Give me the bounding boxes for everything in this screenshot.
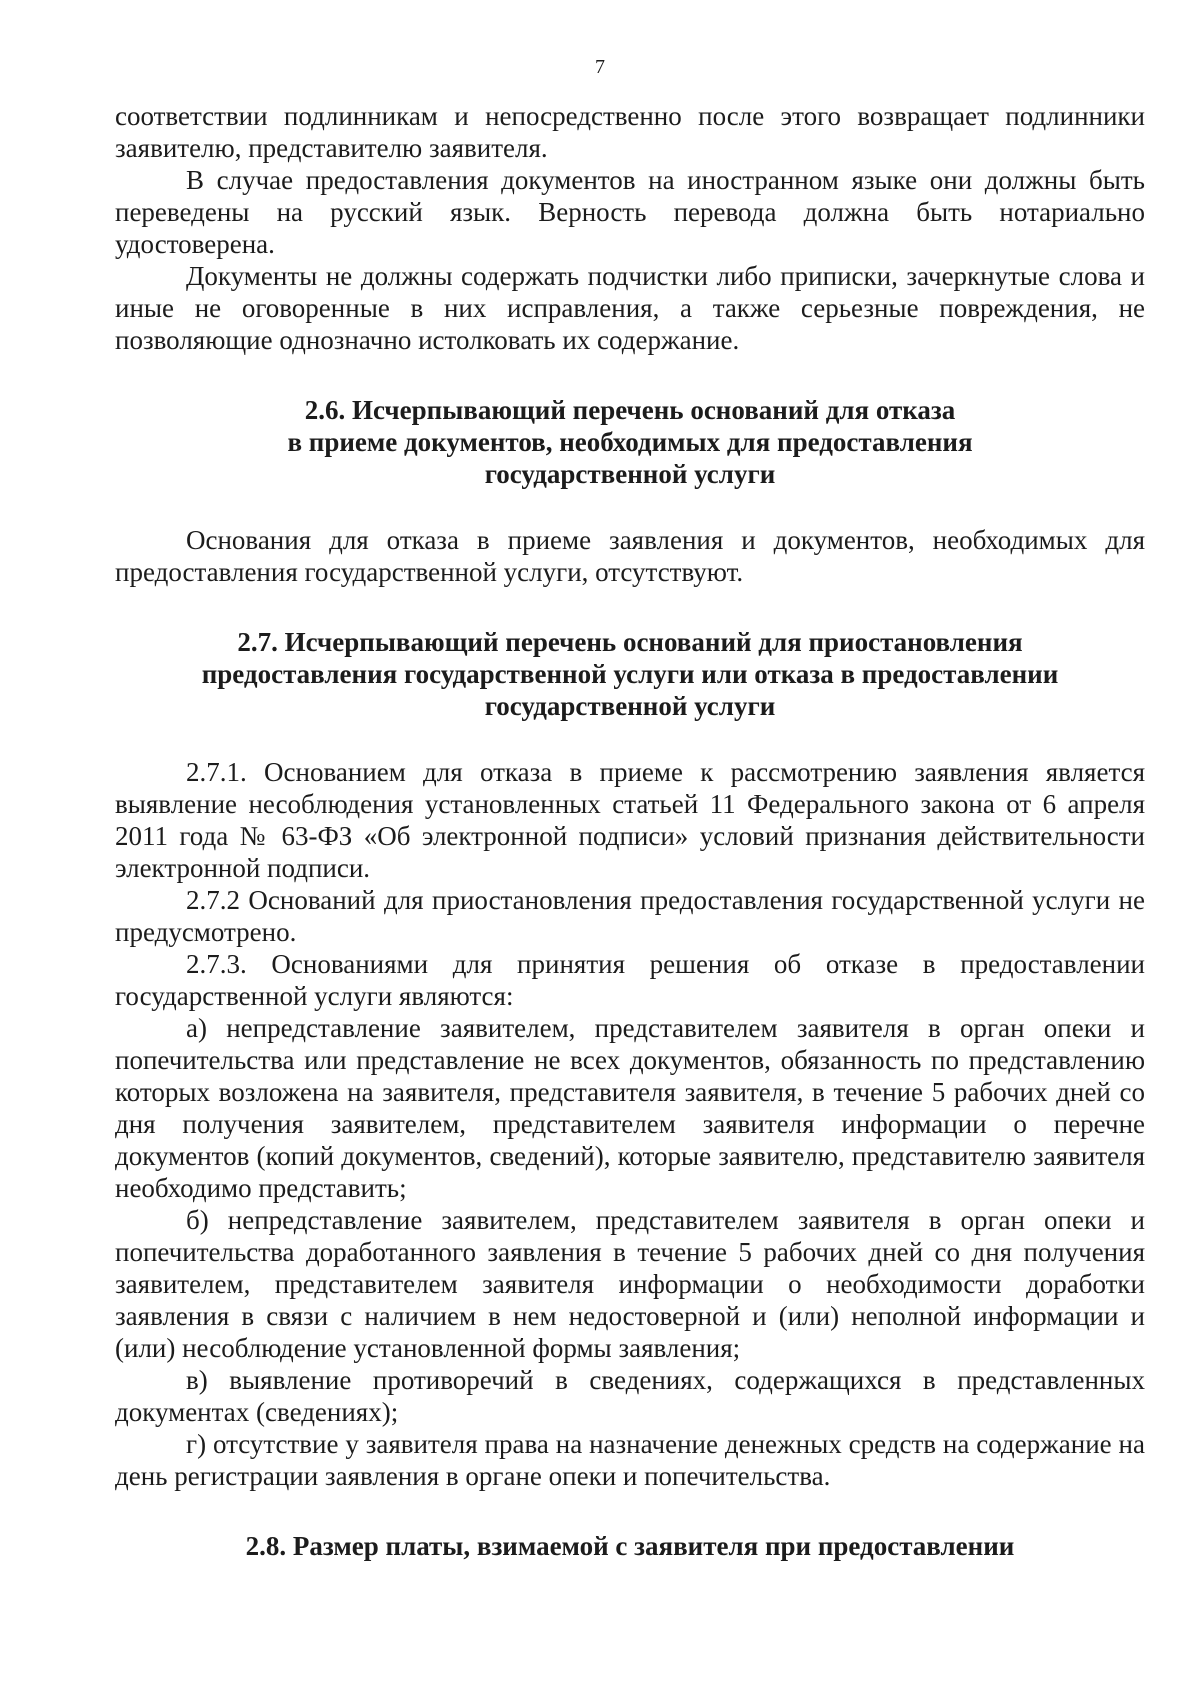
section-heading-2-7	[115, 626, 1145, 722]
heading-line: 2.7. Исчерпывающий перечень оснований для приостановления	[237, 627, 1023, 657]
document-body	[115, 100, 1145, 1562]
list-item-b: б) непредставление заявителем, представителем заявителя в орган опеки и попечительства доработанного заявления в течение 5 рабочих дней со дня получения заявителем, представителем заявителя информации о необходимости доработки заявления в связи с наличием в нем недостоверной и (или) неполной информации и (или) несоблюдение установленной формы заявления;	[115, 1205, 1145, 1363]
list-item-v: в) выявление противоречий в сведениях, содержащихся в представленных документах (сведениях);	[115, 1365, 1145, 1427]
paragraph-foreign-language: В случае предоставления документов на иностранном языке они должны быть переведены на русский язык. Верность перевода должна быть нотариально удостоверена.	[115, 165, 1145, 259]
section-heading-2-8	[115, 1530, 1145, 1562]
heading-line: государственной услуги	[484, 691, 776, 721]
heading-line: государственной услуги	[484, 459, 776, 489]
paragraph-2-7-3: 2.7.3. Основаниями для принятия решения об отказе в предоставлении государственной услуги являются:	[115, 949, 1145, 1011]
heading-line: предоставления государственной услуги или отказа в предоставлении	[201, 659, 1059, 689]
paragraph-continuation: соответствии подлинникам и непосредственно после этого возвращает подлинники заявителю, представителю заявителя.	[115, 101, 1145, 163]
paragraph-2-7-1: 2.7.1. Основанием для отказа в приеме к рассмотрению заявления является выявление несоблюдения установленных статьей 11 Федерального закона от 6 апреля 2011 года № 63-ФЗ «Об электронной подписи» условий признания действительности электронной подписи.	[115, 757, 1145, 883]
heading-line: в приеме документов, необходимых для предоставления	[287, 427, 973, 457]
page-number: 7	[595, 56, 605, 78]
paragraph-2-7-2: 2.7.2 Оснований для приостановления предоставления государственной услуги не предусмотрено.	[115, 885, 1145, 947]
heading-line: 2.6. Исчерпывающий перечень оснований для отказа	[304, 395, 956, 425]
list-item-g: г) отсутствие у заявителя права на назначение денежных средств на содержание на день регистрации заявления в органе опеки и попечительства.	[115, 1429, 1145, 1491]
list-item-a: а) непредставление заявителем, представителем заявителя в орган опеки и попечительства или представление не всех документов, обязанность по представлению которых возложена на заявителя, представителя заявителя, в течение 5 рабочих дней со дня получения заявителем, представителем заявителя информации о перечне документов (копий документов, сведений), которые заявителю, представителю заявителя необходимо представить;	[115, 1013, 1145, 1203]
paragraph-2-6-body: Основания для отказа в приеме заявления и документов, необходимых для предоставления государственной услуги, отсутствуют.	[115, 525, 1145, 587]
paragraph-document-requirements: Документы не должны содержать подчистки либо приписки, зачеркнутые слова и иные не оговоренные в них исправления, а также серьезные повреждения, не позволяющие однозначно истолковать их содержание.	[115, 261, 1145, 355]
heading-line: 2.8. Размер платы, взимаемой с заявителя при предоставлении	[245, 1531, 1015, 1561]
section-heading-2-6	[115, 394, 1145, 490]
